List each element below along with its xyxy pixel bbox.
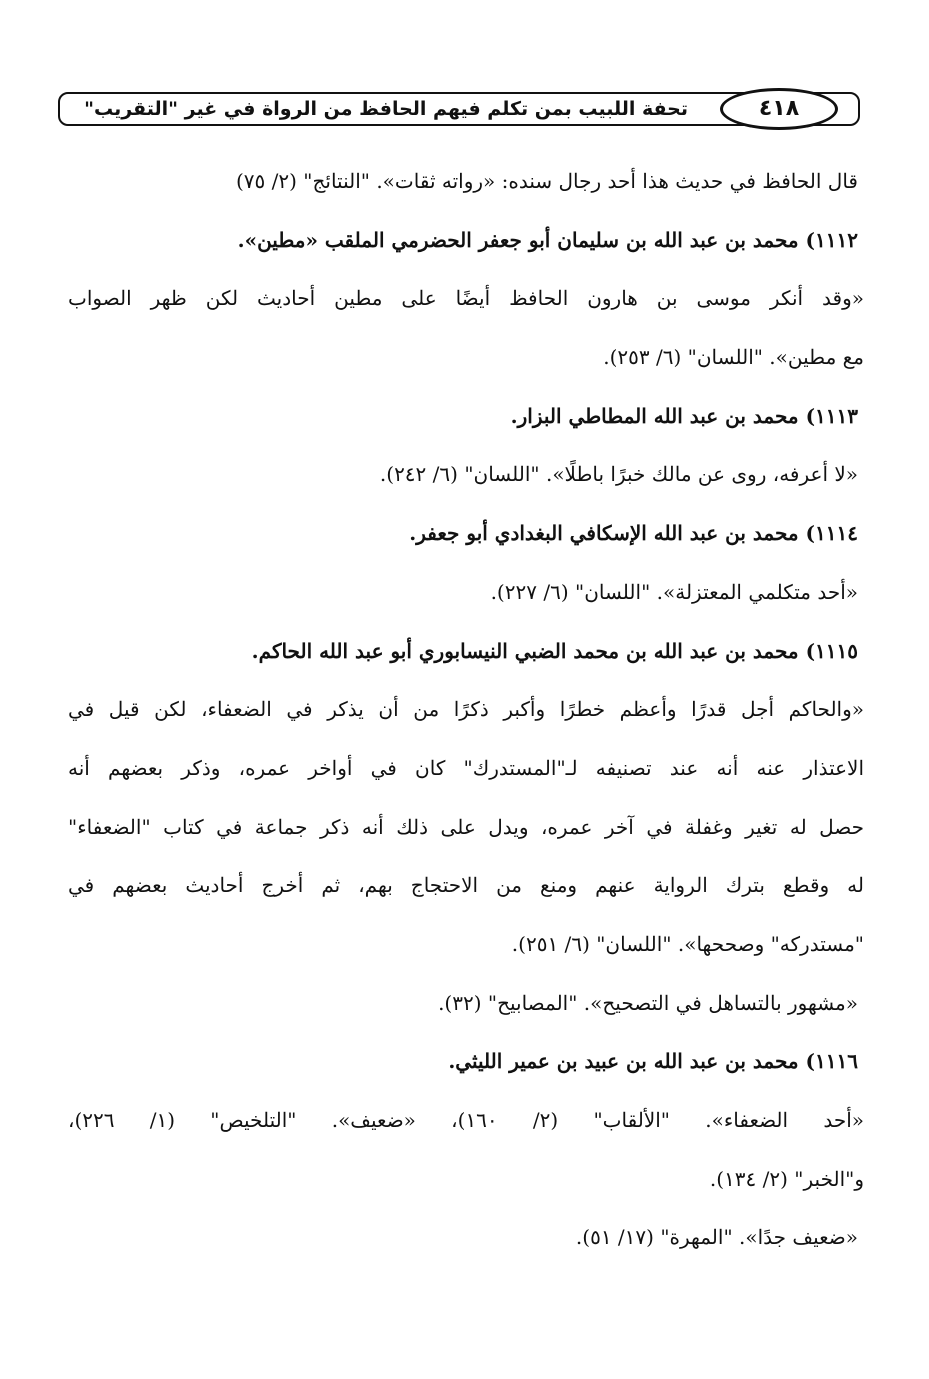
text-line: «مشهور بالتساهل في التصحيح». "المصابيح" (٣٢). [438, 990, 858, 1015]
page-number-badge: ٤١٨ [720, 88, 838, 130]
text-line: الاعتذار عنه أنه عند تصنيفه لـ"المستدرك" كان في أواخر عمره، وذكر بعضهم أنه [68, 755, 864, 780]
body-text [68, 152, 864, 1267]
text-line: له وقطع بترك الرواية عنهم ومنع من الاحتجاج بهم، ثم أخرج أحاديث بعضهم في [68, 873, 864, 898]
text-line: «لا أعرفه، روى عن مالك خبرًا باطلًا». "اللسان" (٦/ ٢٤٢). [379, 462, 858, 487]
entry-heading: ١١١٢) محمد بن عبد الله بن سليمان أبو جعفر الحضرمي الملقب «مطين». [237, 227, 858, 252]
text-line: «وقد أنكر موسى بن هارون الحافظ أيضًا على مطين أحاديث لكن ظهر الصواب [68, 286, 864, 311]
entry-heading: ١١١٣) محمد بن عبد الله المطاطي البزار. [510, 403, 858, 428]
text-line: «أحد متكلمي المعتزلة». "اللسان" (٦/ ٢٢٧). [490, 579, 858, 604]
text-line: حصل له تغير وغفلة في آخر عمره، ويدل على ذلك أنه ذكر جماعة في كتاب "الضعفاء" [68, 814, 864, 839]
book-title: تحفة اللبيب بمن تكلم فيهم الحافظ من الرواة في غير "التقريب" [84, 98, 688, 120]
entry-heading: ١١١٥) محمد بن عبد الله بن محمد الضبي النيسابوري أبو عبد الله الحاكم. [251, 638, 858, 663]
entry-heading: ١١١٦) محمد بن عبد الله بن عبيد بن عمير الليثي. [448, 1049, 858, 1074]
text-line: قال الحافظ في حديث هذا أحد رجال سنده: «رواته ثقات». "النتائج" (٢/ ٧٥) [235, 169, 858, 193]
entry-heading: ١١١٤) محمد بن عبد الله الإسكافي البغدادي أبو جعفر. [409, 521, 858, 546]
running-header [58, 92, 860, 126]
text-line: و"الخبر" (٢/ ١٣٤). [709, 1166, 864, 1191]
text-line: «ضعيف جدًا». "المهرة" (١٧/ ٥١). [575, 1225, 858, 1250]
text-line: «والحاكم أجل قدرًا وأعظم خطرًا وأكبر ذكرًا من أن يذكر في الضعفاء، لكن قيل في [68, 697, 864, 722]
text-line: «أحد الضعفاء». "الألقاب" (٢/ ١٦٠)، «ضعيف». "التلخيص" (١/ ٢٢٦)، [68, 1108, 864, 1132]
text-line: "مستدركه" وصححها». "اللسان" (٦/ ٢٥١). [511, 931, 864, 956]
text-line: مع مطين». "اللسان" (٦/ ٢٥٣). [603, 345, 864, 370]
